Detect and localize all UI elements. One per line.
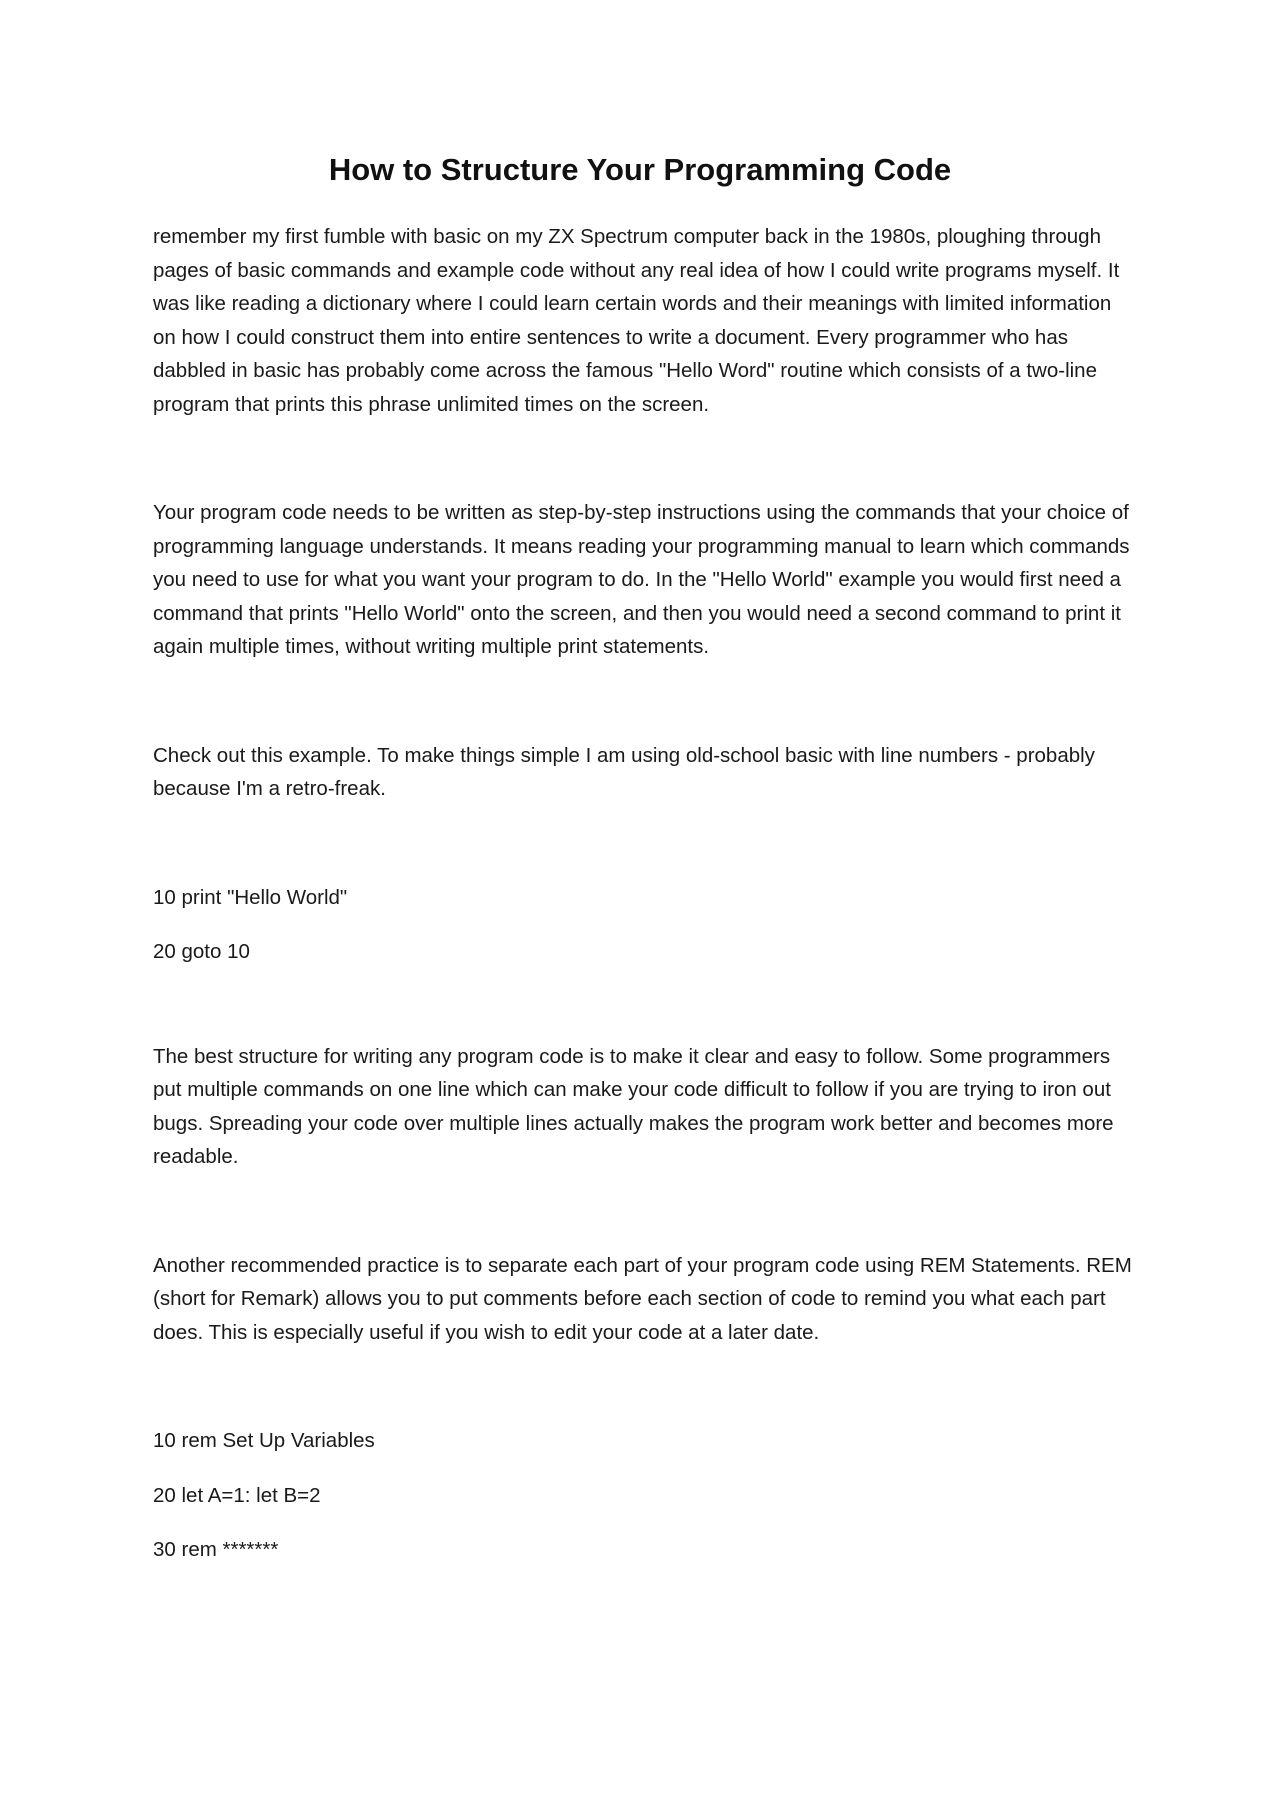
page-title: How to Structure Your Programming Code xyxy=(328,152,952,187)
paragraph-step-by-step: Your program code needs to be written as step-by-step instructions using the commands that your choice of programming language understands. It means reading your programming manual to learn which commands you need to use for what you want your program to do. In the "Hello World" example you would first need a command that prints "Hello World" onto the screen, and then you would need a second command to print it again multiple times, without writing multiple print statements. xyxy=(153,501,1130,658)
paragraph-intro: remember my first fumble with basic on my ZX Spectrum computer back in the 1980s, ploughing through pages of basic commands and example code without any real idea of how I could write programs myself. It was like reading a dictionary where I could learn certain words and their meanings with limited information on how I could construct them into entire sentences to write a document. Every programmer who has dabbled in basic has probably come across the famous "Hello Word" routine which consists of a two-line program that prints this phrase unlimited times on the screen. xyxy=(153,225,1120,416)
code-line: 30 rem ******* xyxy=(153,1538,279,1561)
code-line: 10 print "Hello World" xyxy=(153,885,348,909)
code-line: 20 goto 10 xyxy=(153,940,250,963)
paragraph-rem-statements: Another recommended practice is to separate each part of your program code using REM Statements. REM (short for Remark) allows you to put comments before each section of code to remind you what each part does. This is especially useful if you wish to edit your code at a later date. xyxy=(153,1253,1132,1344)
paragraph-example-intro: Check out this example. To make things simple I am using old-school basic with line numbers - probably because I'm a retro-freak. xyxy=(153,743,1095,800)
code-line: 10 rem Set Up Variables xyxy=(153,1429,375,1452)
paragraph-best-structure: The best structure for writing any program code is to make it clear and easy to follow. Some programmers put multiple commands on one line which can make your code difficult to follow if you are trying to iron out bugs. Spreading your code over multiple lines actually makes the program work better and becomes more readable. xyxy=(153,1044,1114,1168)
code-line: 20 let A=1: let B=2 xyxy=(153,1483,321,1507)
document-body xyxy=(153,220,1133,1567)
